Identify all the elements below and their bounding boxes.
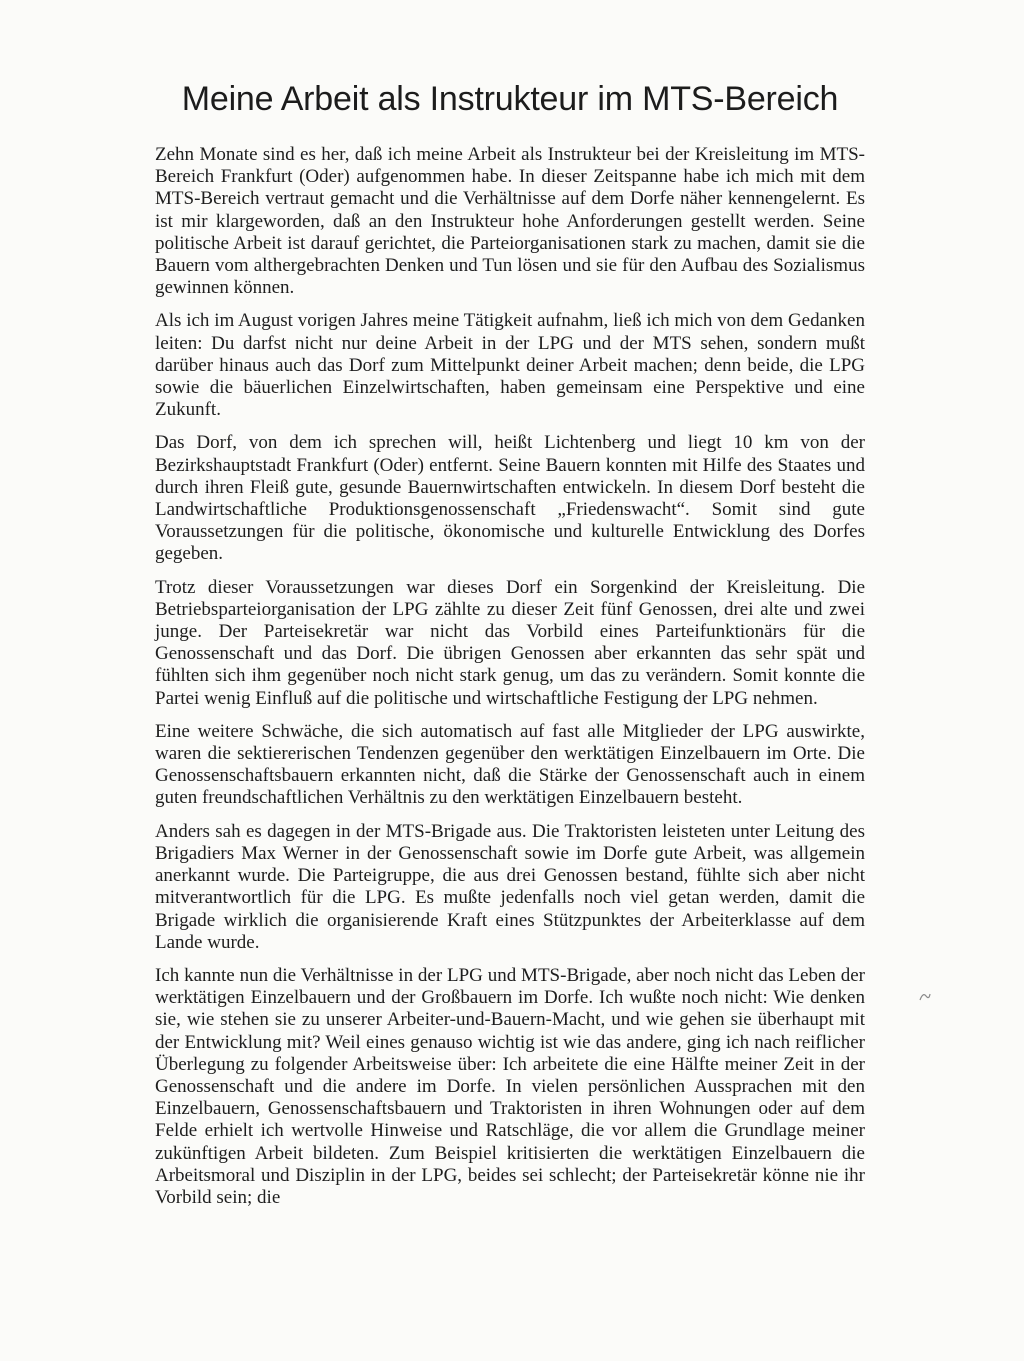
paragraph-6: Anders sah es dagegen in der MTS-Brigade aus. Die Traktoristen leisteten unter Leitung des Brigadiers Max Werner in der Genossenschaft sowie im Dorfe gute Arbeit, was allgemein anerkannt wurde. Die Parteigruppe, die aus drei Genossen bestand, fühlte sich aber nicht mitverantwortlich für die LPG. Es mußte jedenfalls noch viel getan werden, damit die Brigade wirklich die organisierende Kraft eines Stützpunktes der Arbeiterklasse auf dem Lande wurde. (155, 820, 865, 953)
paragraph-2: Als ich im August vorigen Jahres meine Tätigkeit aufnahm, ließ ich mich von dem Gedanken leiten: Du darfst nicht nur deine Arbeit in der LPG und der MTS sehen, sondern mußt darüber hinaus auch das Dorf zum Mittelpunkt deiner Arbeit machen; denn beide, die LPG sowie die bäuerlichen Einzelwirtschaften, haben gemeinsam eine Perspektive und eine Zukunft. (155, 310, 865, 421)
paragraph-7: Ich kannte nun die Verhältnisse in der LPG und MTS-Brigade, aber noch nicht das Leben der werktätigen Einzelbauern und der Großbauern im Dorfe. Ich wußte noch nicht: Wie denken sie, wie stehen sie zu unserer Arbeiter-und-Bauern-Macht, und wie gehen sie überhaupt mit der Entwicklung mit? Weil eines genauso wichtig ist wie das andere, ging ich nach reiflicher Überlegung zu folgender Arbeitsweise über: Ich arbeitete die eine Hälfte meiner Zeit in der Genossenschaft und die andere im Dorfe. In vielen persönlichen Aussprachen mit den Einzelbauern, Genossenschaftsbauern und Traktoristen in ihren Wohnungen oder auf dem Felde erhielt ich wertvolle Hinweise und Ratschläge, die vor allem die Grundlage meiner zukünftigen Arbeit bildeten. Zum Beispiel kritisierten die werktätigen Einzelbauern die Arbeitsmoral und Disziplin in der LPG, beides sei schlecht; der Parteisekretär könne nie ihr Vorbild sein; die (155, 964, 865, 1208)
paragraph-1: Zehn Monate sind es her, daß ich meine Arbeit als Instrukteur bei der Kreisleitung im MTS-Bereich Frankfurt (Oder) aufgenommen habe. In dieser Zeitspanne habe ich mich mit dem MTS-Bereich vertraut gemacht und die Verhältnisse auf dem Dorfe näher kennengelernt. Es ist mir klargeworden, daß an den Instrukteur hohe Anforderungen gestellt werden. Seine politische Arbeit ist darauf gerichtet, die Parteiorganisationen stark zu machen, damit sie die Bauern vom althergebrachten Denken und Tun lösen und sie für den Aufbau des Sozialismus gewinnen können. (155, 144, 865, 299)
ink-smudge-mark (918, 990, 932, 1008)
page-title: Meine Arbeit als Instrukteur im MTS-Bereich (181, 80, 839, 118)
smudge-icon (918, 990, 932, 1004)
paragraph-3: Das Dorf, von dem ich sprechen will, heißt Lichtenberg und liegt 10 km von der Bezirkshauptstadt Frankfurt (Oder) entfernt. Seine Bauern konnten mit Hilfe des Staates und durch ihren Fleiß gute, gesunde Bauernwirtschaften entwickeln. In diesem Dorf besteht die Landwirtschaftliche Produktionsgenossenschaft „Friedenswacht“. Somit sind gute Voraussetzungen für die politische, ökonomische und kulturelle Entwicklung des Dorfes gegeben. (155, 432, 865, 565)
paragraph-4: Trotz dieser Voraussetzungen war dieses Dorf ein Sorgenkind der Kreisleitung. Die Betriebsparteiorganisation der LPG zählte zu dieser Zeit fünf Genossen, drei alte und zwei junge. Der Parteisekretär war nicht das Vorbild eines Parteifunktionärs für die Genossenschaft und das Dorf. Die übrigen Genossen aber erkannten das sehr spät und fühlten sich ihm gegenüber noch nicht stark genug, um das zu verändern. Somit konnte die Partei wenig Einfluß auf die politische und wirtschaftliche Festigung der LPG nehmen. (155, 576, 865, 709)
article-body (155, 144, 865, 1220)
paragraph-5: Eine weitere Schwäche, die sich automatisch auf fast alle Mitglieder der LPG auswirkte, waren die sektiererischen Tendenzen gegenüber den werktätigen Einzelbauern im Orte. Die Genossenschaftsbauern erkannten nicht, daß die Stärke der Genossenschaft auch in einem guten freundschaftlichen Verhältnis zu den werktätigen Einzelbauern besteht. (155, 720, 865, 809)
